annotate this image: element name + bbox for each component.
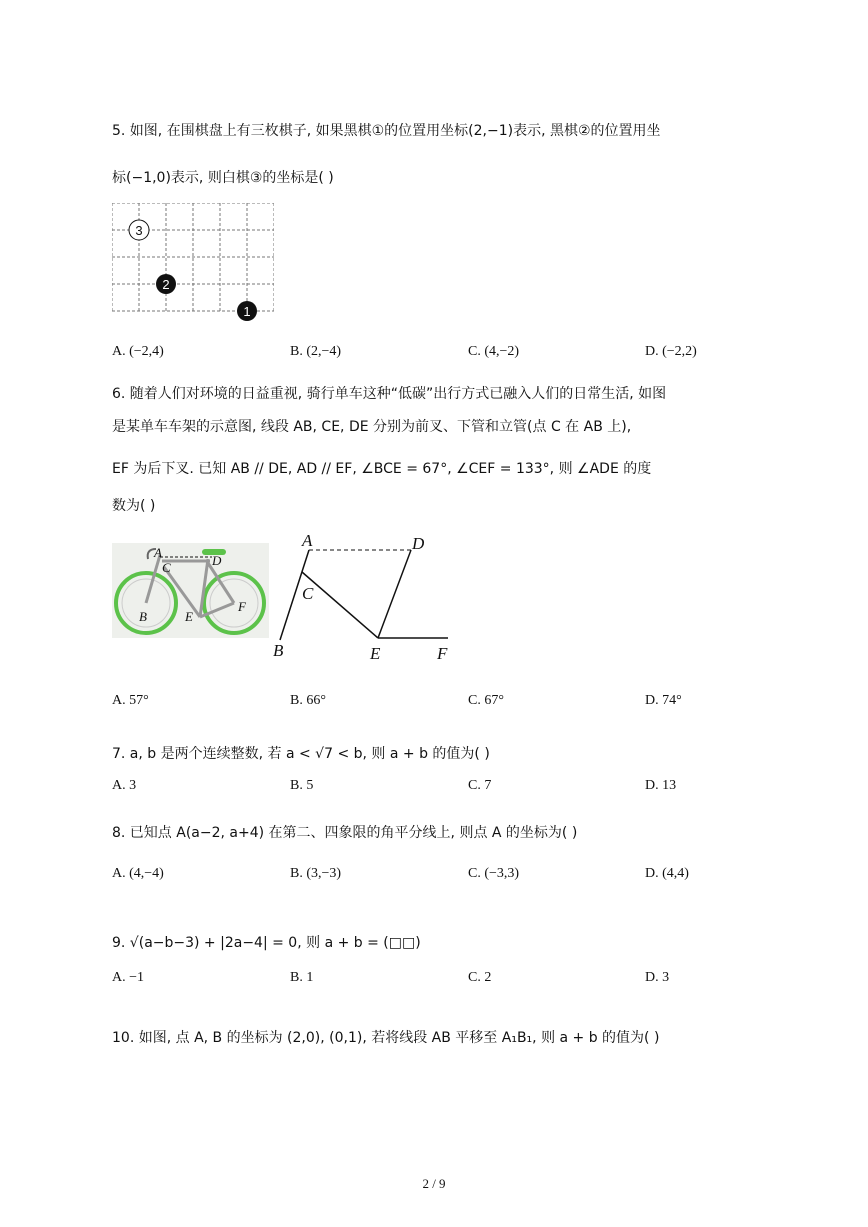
- page-number: 2 / 9: [422, 1176, 446, 1191]
- black-stone-1: [237, 301, 257, 321]
- svg-text:C: C: [302, 584, 314, 603]
- q9-option-b[interactable]: B. 1: [290, 970, 314, 985]
- q8-option-b[interactable]: B. (3,−3): [290, 866, 342, 881]
- q6-option-b[interactable]: B. 66°: [290, 693, 326, 708]
- q9-option-d[interactable]: D. 3: [645, 970, 670, 985]
- q5-line2: 标(−1,0)表示, 则白棋③的坐标是( ): [112, 170, 334, 186]
- q7-line1: 7. a, b 是两个连续整数, 若 a < √7 < b, 则 a + b 的值为( ): [112, 746, 490, 762]
- svg-text:B: B: [273, 641, 284, 660]
- svg-text:A: A: [302, 531, 313, 550]
- q6-option-c[interactable]: C. 67°: [468, 693, 504, 708]
- q5-option-d[interactable]: D. (−2,2): [645, 344, 697, 359]
- q9-line1: 9. √(a−b−3) + |2a−4| = 0, 则 a + b = (□□): [112, 935, 421, 951]
- bicycle-photo: [112, 543, 269, 638]
- q7-option-a[interactable]: A. 3: [112, 778, 137, 793]
- q8-option-d[interactable]: D. (4,4): [645, 866, 689, 881]
- q5-line1: 5. 如图, 在围棋盘上有三枚棋子, 如果黑棋①的位置用坐标(2,−1)表示, 黑棋②的位置用坐: [112, 123, 661, 139]
- q8-option-c[interactable]: C. (−3,3): [468, 866, 520, 881]
- svg-text:B: B: [139, 609, 147, 624]
- svg-text:F: F: [437, 644, 448, 663]
- q5-option-a[interactable]: A. (−2,4): [112, 344, 164, 359]
- q7-option-c[interactable]: C. 7: [468, 778, 492, 793]
- white-stone-3: [129, 220, 149, 240]
- q6-line2: 是某单车车架的示意图, 线段 AB, CE, DE 分别为前叉、下管和立管(点 C 在 AB 上),: [112, 419, 632, 435]
- q7-option-b[interactable]: B. 5: [290, 778, 314, 793]
- q9-option-a[interactable]: A. −1: [112, 970, 145, 985]
- svg-text:D: D: [212, 553, 222, 568]
- svg-text:2: 2: [162, 277, 170, 292]
- svg-text:D: D: [412, 534, 425, 553]
- q7-option-d[interactable]: D. 13: [645, 778, 677, 793]
- q6-option-a[interactable]: A. 57°: [112, 693, 149, 708]
- q9-option-c[interactable]: C. 2: [468, 970, 492, 985]
- q8-option-a[interactable]: A. (4,−4): [112, 866, 164, 881]
- q5-option-b[interactable]: B. (2,−4): [290, 344, 342, 359]
- svg-text:3: 3: [135, 223, 143, 238]
- q5-option-c[interactable]: C. (4,−2): [468, 344, 520, 359]
- svg-text:E: E: [370, 644, 381, 663]
- black-stone-2: [156, 274, 176, 294]
- svg-text:E: E: [185, 609, 193, 624]
- svg-text:F: F: [238, 599, 246, 614]
- q6-line3: EF 为后下叉. 已知 AB // DE, AD // EF, ∠BCE = 67°, ∠CEF = 133°, 则 ∠ADE 的度: [112, 461, 652, 477]
- q6-line4: 数为( ): [112, 498, 156, 514]
- svg-text:C: C: [162, 560, 171, 575]
- q6-line1: 6. 随着人们对环境的日益重视, 骑行单车这种“低碳”出行方式已融入人们的日常生活, 如图: [112, 386, 667, 402]
- q6-option-d[interactable]: D. 74°: [645, 693, 682, 708]
- frame-diagram: [266, 528, 462, 668]
- q8-line1: 8. 已知点 A(a−2, a+4) 在第二、四象限的角平分线上, 则点 A 的坐标为( ): [112, 825, 578, 841]
- q10-line1: 10. 如图, 点 A, B 的坐标为 (2,0), (0,1), 若将线段 AB 平移至 A₁B₁, 则 a + b 的值为( ): [112, 1030, 660, 1046]
- go-board-figure: [112, 203, 274, 325]
- svg-text:A: A: [154, 545, 162, 560]
- svg-text:1: 1: [243, 304, 251, 319]
